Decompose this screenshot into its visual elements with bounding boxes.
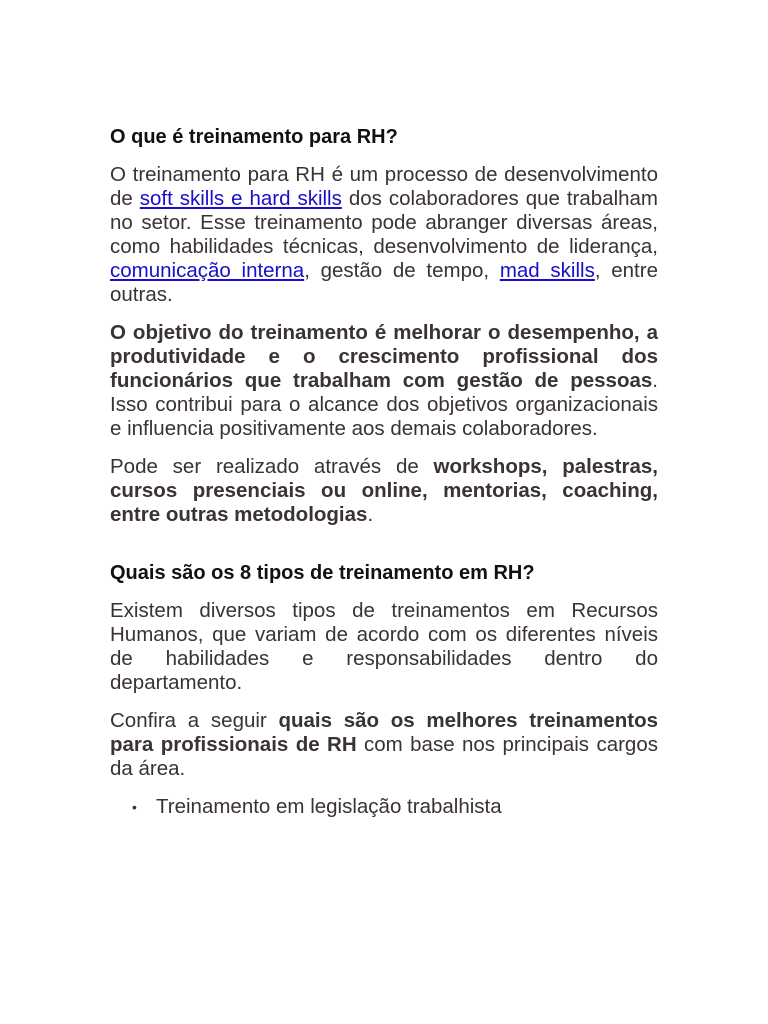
bold-text: O objetivo do treinamento é melhorar o desempenho, a produtividade e o crescimento profissional dos funcionários que trabalham com gestão de pessoas (110, 321, 658, 392)
link-mad-skills[interactable]: mad skills (499, 259, 595, 282)
text-span: . (367, 503, 374, 526)
text-span: com base nos principais cargos da área. (110, 733, 658, 780)
bold-text: workshops, palestras, cursos presenciais ou online, mentorias, coaching, entre outras metodologias (110, 455, 658, 526)
link-soft-hard-skills[interactable]: soft skills e hard skills (139, 187, 342, 210)
training-types-list (110, 795, 658, 819)
text-span: Pode ser realizado através de (110, 455, 434, 478)
paragraph-definition (110, 163, 658, 307)
paragraph-types-intro: Existem diversos tipos de treinamentos em Recursos Humanos, que variam de acordo com os diferentes níveis de habilidades e responsabilidades dentro do departamento. (110, 599, 658, 694)
section-heading-training-types: Quais são os 8 tipos de treinamento em RH? (110, 562, 535, 584)
paragraph-methods (110, 455, 658, 527)
list-item: • Treinamento em legislação trabalhista (156, 795, 658, 819)
text-span: , entre outras. (110, 259, 658, 306)
bold-text: quais são os melhores treinamentos para profissionais de RH (110, 709, 658, 756)
text-span: O treinamento para RH é um processo de desenvolvimento de (110, 163, 658, 210)
text-span: , gestão de tempo, (304, 259, 500, 282)
section-heading-what-is-training: O que é treinamento para RH? (110, 126, 398, 148)
text-span: . Isso contribui para o alcance dos objetivos organizacionais e influencia positivamente aos demais colaboradores. (110, 369, 658, 440)
document-body (110, 125, 658, 819)
text-span: dos colaboradores que trabalham no setor. Esse treinamento pode abranger diversas áreas, como habilidades técnicas, desenvolvimento de liderança, (110, 187, 659, 258)
text-span: Confira a seguir (110, 709, 279, 732)
paragraph-check-list (110, 709, 658, 781)
link-comunicacao-interna[interactable]: comunicação interna (110, 259, 305, 282)
paragraph-objective (110, 321, 658, 441)
